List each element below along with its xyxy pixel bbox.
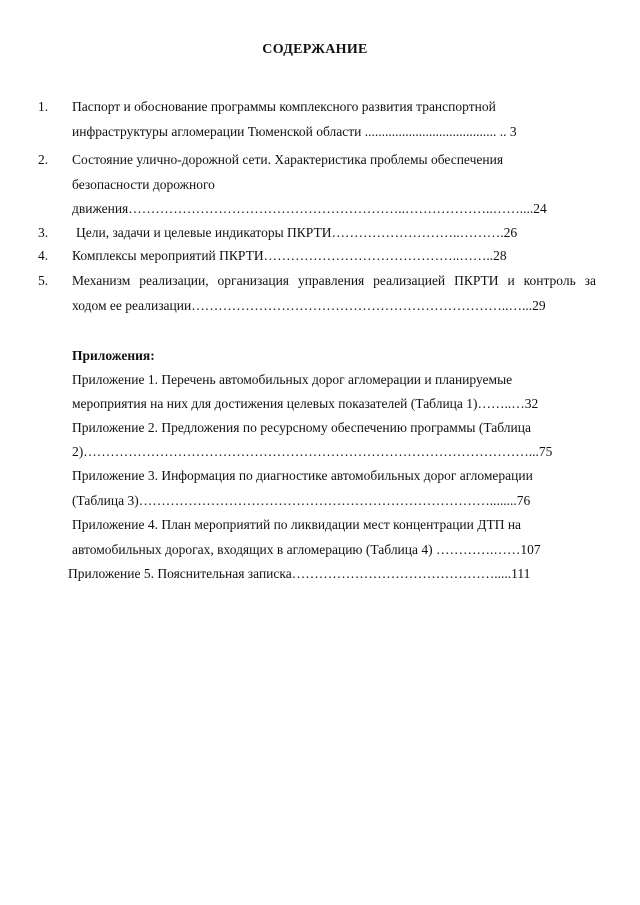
toc-item-5-line-1: Механизм реализации, организация управления реализацией ПКРТИ и контроль за	[72, 273, 596, 288]
toc-item-1-line-2: инфраструктуры агломерации Тюменской области ....................................... .. 3	[72, 124, 517, 139]
toc-item-4-line-1: Комплексы мероприятий ПКРТИ……………………………………..……..28	[72, 248, 507, 263]
toc-item-3-line-1: Цели, задачи и целевые индикаторы ПКРТИ………………………..……….26	[76, 225, 518, 240]
toc-number-2: 2.	[38, 152, 49, 167]
page-title: СОДЕРЖАНИЕ	[262, 42, 368, 57]
appendix-4-line-2: автомобильных дорогах, входящих в агломерацию (Таблица 4) ………….……107	[72, 542, 541, 557]
toc-number-5: 5.	[38, 273, 49, 288]
appendix-2-line-1: Приложение 2. Предложения по ресурсному обеспечению программы (Таблица	[72, 420, 531, 435]
appendix-1-line-2: мероприятия на них для достижения целевых показателей (Таблица 1)……..…32	[72, 396, 539, 411]
appendix-5-line-1: Приложение 5. Пояснительная записка……………………………………….....111	[68, 566, 531, 581]
appendices-heading: Приложения:	[72, 348, 155, 363]
toc-number-4: 4.	[38, 248, 49, 263]
toc-number-3: 3.	[38, 225, 49, 240]
toc-number-1: 1.	[38, 99, 49, 114]
appendix-1-line-1: Приложение 1. Перечень автомобильных дорог агломерации и планируемые	[72, 372, 513, 387]
toc-item-2-line-2: безопасности дорожного	[72, 177, 215, 192]
appendix-3-line-2: (Таблица 3)……………………………………………………………………........76	[72, 493, 531, 508]
toc-item-1-line-1: Паспорт и обоснование программы комплексного развития транспортной	[72, 99, 496, 114]
appendix-4-line-1: Приложение 4. План мероприятий по ликвидации мест концентрации ДТП на	[72, 517, 522, 532]
toc-item-2-line-1: Состояние улично-дорожной сети. Характеристика проблемы обеспечения	[72, 152, 504, 167]
appendix-2-line-2: 2)………………………………………………………………………………………...75	[72, 444, 553, 459]
toc-item-2-line-3: движения……………………………………………………..………………..……....24	[72, 201, 547, 216]
appendix-3-line-1: Приложение 3. Информация по диагностике автомобильных дорог агломерации	[72, 468, 533, 483]
toc-item-5-line-2: ходом ее реализации……………………………………………………………..…...29	[72, 298, 546, 313]
